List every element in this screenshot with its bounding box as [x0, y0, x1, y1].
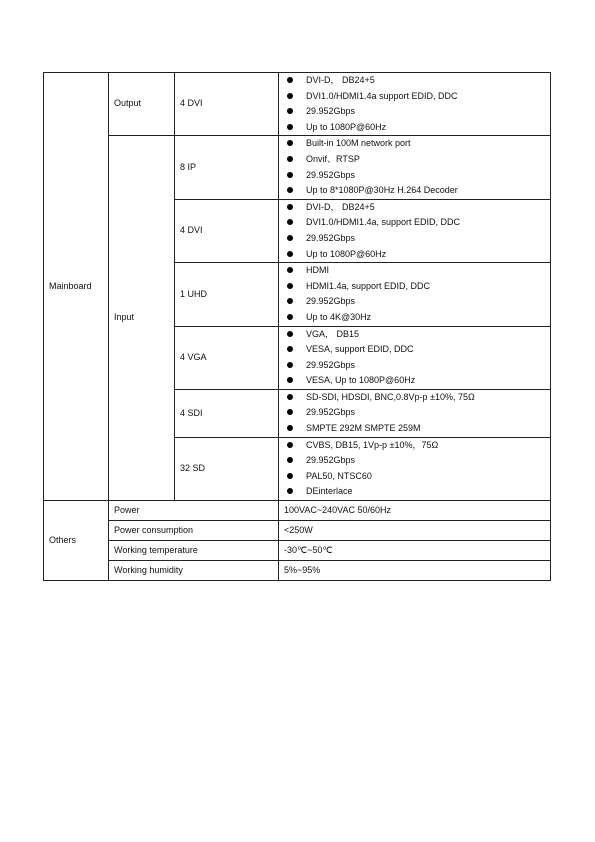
- spec-item: VGA， DB15: [284, 327, 545, 343]
- spec-item: CVBS, DB15, 1Vp-p ±10%，75Ω: [284, 438, 545, 454]
- table-row: [44, 541, 551, 561]
- spec-list: [284, 136, 545, 198]
- input-interface: 8 IP: [175, 136, 279, 199]
- spec-item: 29.952Gbps: [284, 104, 545, 120]
- spec-item: 29.952Gbps: [284, 294, 545, 310]
- spec-item: 29.952Gbps: [284, 358, 545, 374]
- input-interface: 4 SDI: [175, 389, 279, 437]
- input-specs: [279, 136, 551, 199]
- spec-item: Built-in 100M network port: [284, 136, 545, 152]
- spec-list: [284, 438, 545, 500]
- spec-list: [284, 327, 545, 389]
- input-interface: 4 DVI: [175, 199, 279, 262]
- input-label: Input: [109, 136, 175, 501]
- input-interface: 4 VGA: [175, 326, 279, 389]
- spec-item: DVI1.0/HDMI1.4a, support EDID, DDC: [284, 215, 545, 231]
- spec-item: DVI-D， DB24+5: [284, 73, 545, 89]
- table-row: [44, 561, 551, 581]
- spec-item: 29.952Gbps: [284, 405, 545, 421]
- spec-item: SMPTE 292M SMPTE 259M: [284, 421, 545, 437]
- input-specs: [279, 437, 551, 500]
- spec-item: VESA, Up to 1080P@60Hz: [284, 373, 545, 389]
- others-item-value: -30℃~50℃: [279, 541, 551, 561]
- spec-item: SD-SDI, HDSDI, BNC,0.8Vp-p ±10%, 75Ω: [284, 390, 545, 406]
- spec-table: [43, 72, 551, 581]
- others-item-value: 5%~95%: [279, 561, 551, 581]
- output-interface: 4 DVI: [175, 73, 279, 136]
- others-item-name: Power consumption: [109, 521, 279, 541]
- input-specs: [279, 199, 551, 262]
- spec-item: 29.952Gbps: [284, 453, 545, 469]
- spec-list: [284, 263, 545, 325]
- spec-item: VESA, support EDID, DDC: [284, 342, 545, 358]
- spec-item: HDMI1.4a, support EDID, DDC: [284, 279, 545, 295]
- others-label: Others: [44, 501, 109, 581]
- table-row: [44, 521, 551, 541]
- spec-item: 29.952Gbps: [284, 231, 545, 247]
- output-label: Output: [109, 73, 175, 136]
- spec-item: DVI-D， DB24+5: [284, 200, 545, 216]
- spec-list: [284, 200, 545, 262]
- input-interface: 32 SD: [175, 437, 279, 500]
- others-item-name: Working temperature: [109, 541, 279, 561]
- table-row: [44, 73, 551, 136]
- spec-item: Onvif、RTSP: [284, 152, 545, 168]
- spec-list: [284, 73, 545, 135]
- spec-item: HDMI: [284, 263, 545, 279]
- others-item-name: Working humidity: [109, 561, 279, 581]
- others-item-value: 100VAC~240VAC 50/60Hz: [279, 501, 551, 521]
- output-specs: [279, 73, 551, 136]
- spec-item: 29.952Gbps: [284, 168, 545, 184]
- spec-item: Up to 4K@30Hz: [284, 310, 545, 326]
- input-specs: [279, 263, 551, 326]
- spec-item: DEinterlace: [284, 484, 545, 500]
- input-interface: 1 UHD: [175, 263, 279, 326]
- others-item-value: <250W: [279, 521, 551, 541]
- spec-item: Up to 1080P@60Hz: [284, 247, 545, 263]
- mainboard-label: Mainboard: [44, 73, 109, 501]
- table-row: [44, 136, 551, 199]
- input-specs: [279, 389, 551, 437]
- spec-item: DVI1.0/HDMI1.4a support EDID, DDC: [284, 89, 545, 105]
- spec-item: Up to 8*1080P@30Hz H.264 Decoder: [284, 183, 545, 199]
- table-row: [44, 501, 551, 521]
- spec-item: Up to 1080P@60Hz: [284, 120, 545, 136]
- spec-list: [284, 390, 545, 437]
- input-specs: [279, 326, 551, 389]
- others-item-name: Power: [109, 501, 279, 521]
- spec-item: PAL50, NTSC60: [284, 469, 545, 485]
